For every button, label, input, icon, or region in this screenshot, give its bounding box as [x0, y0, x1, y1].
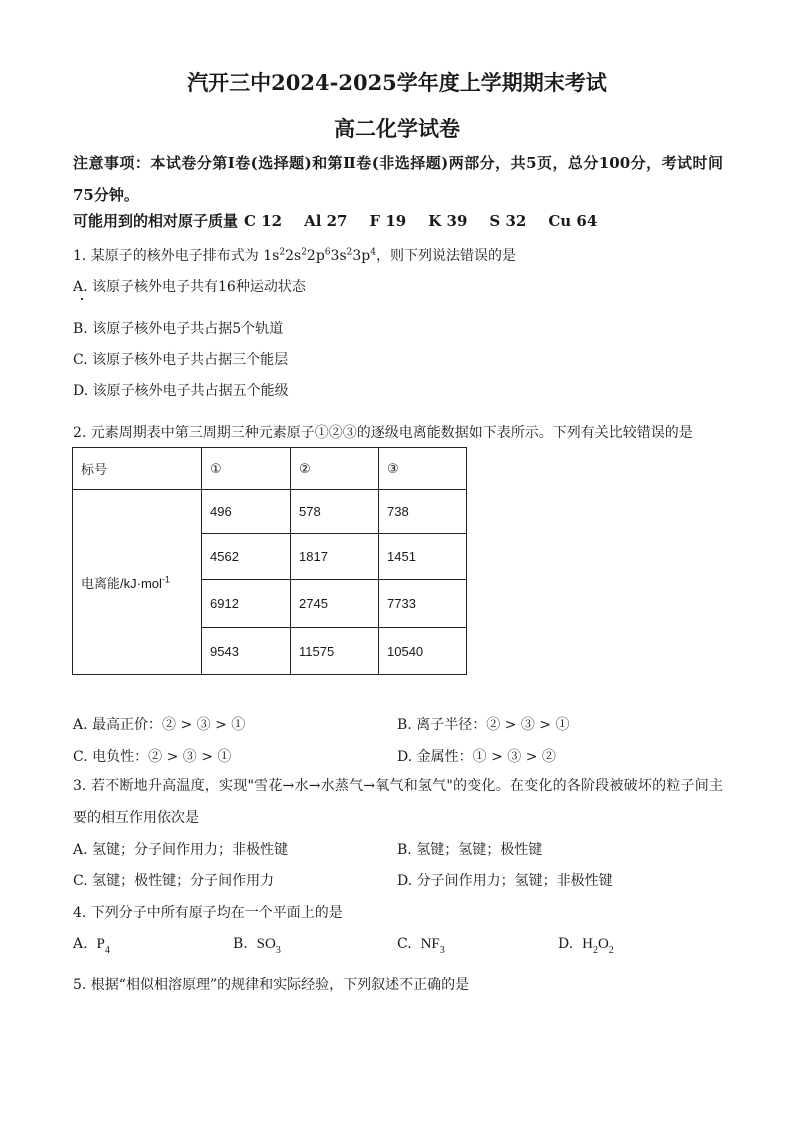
- table-header-cell: ③: [379, 448, 467, 490]
- question-5-stem: 5. 根据“相似相溶原理”的规律和实际经验，下列叙述不正确的是: [73, 977, 470, 993]
- q1-option-b[interactable]: B. 该原子核外电子共占据5个轨道: [73, 321, 284, 337]
- table-header-row: [73, 448, 467, 490]
- q1-option-c[interactable]: C. 该原子核外电子共占据三个能层: [73, 352, 289, 368]
- table-row-label: 电离能/kJ·mol$^{-1}$: [73, 490, 202, 675]
- question-4-stem: 4. 下列分子中所有原子均在一个平面上的是: [73, 905, 343, 921]
- table-header-cell: ①: [202, 448, 291, 490]
- q2-option-b[interactable]: B. 离子半径：② > ③ > ①: [397, 717, 570, 733]
- mass-item: K 39: [428, 212, 468, 230]
- mass-item: F 19: [369, 212, 407, 230]
- q1-stem-prefix: 1. 某原子的核外电子排布式为: [73, 248, 264, 264]
- question-1-stem: [73, 245, 516, 265]
- q3-option-c[interactable]: C. 氢键；极性键；分子间作用力: [73, 873, 275, 889]
- exam-title: 汽开三中2024-2025学年度上学期期末考试: [187, 70, 607, 95]
- mass-item: Cu 64: [548, 212, 598, 230]
- table-cell: 4562: [202, 534, 291, 580]
- mass-item: Al 27: [304, 212, 348, 230]
- mass-item: S 32: [489, 212, 527, 230]
- atomic-masses-label: 可能用到的相对原子质量: [73, 212, 239, 230]
- table-row: [73, 490, 467, 534]
- q3-option-b[interactable]: B. 氢键；氢键；极性键: [397, 842, 543, 858]
- table-cell: 2745: [291, 580, 379, 628]
- stray-dot: [81, 298, 83, 300]
- table-cell: 9543: [202, 628, 291, 675]
- question-3-stem: 3. 若不断地升高温度，实现"雪花→水→水蒸气→氧气和氢气"的变化。在变化的各阶段被破坏的粒子间主要的相互作用依次是: [73, 778, 723, 826]
- q3-option-d[interactable]: D. 分子间作用力；氢键；非极性键: [397, 873, 613, 889]
- q1-stem-suffix: ，则下列说法错误的是: [375, 248, 516, 264]
- table-cell: 11575: [291, 628, 379, 675]
- table-cell: 1451: [379, 534, 467, 580]
- q4-option-a[interactable]: A. $P_4$: [73, 936, 110, 956]
- table-header-cell: ②: [291, 448, 379, 490]
- q4-option-b[interactable]: B. $SO_3$: [233, 936, 281, 956]
- atomic-masses: [73, 210, 619, 231]
- q3-option-a[interactable]: A. 氢键；分子间作用力；非极性键: [73, 842, 289, 858]
- table-cell: 496: [202, 490, 291, 534]
- table-cell: 10540: [379, 628, 467, 675]
- ionization-energy-table: [72, 447, 467, 675]
- exam-notice: 注意事项：本试卷分第Ⅰ卷(选择题)和第Ⅱ卷(非选择题)两部分，共5页，总分100分，考试时间75分钟。: [73, 154, 723, 204]
- electron-configuration: $1s^22s^22p^63s^23p^4$: [263, 247, 376, 264]
- table-cell: 6912: [202, 580, 291, 628]
- mass-item: C 12: [244, 212, 283, 230]
- table-cell: 738: [379, 490, 467, 534]
- q1-option-a[interactable]: A. 该原子核外电子共有16种运动状态: [73, 279, 306, 295]
- q4-option-d[interactable]: D. $H_2O_2$: [558, 936, 614, 956]
- q4-option-c[interactable]: C. $NF_3$: [397, 936, 445, 956]
- exam-subtitle: 高二化学试卷: [334, 116, 460, 141]
- q2-option-a[interactable]: A. 最高正价：② > ③ > ①: [73, 717, 246, 733]
- table-header-cell: 标号: [73, 448, 202, 490]
- question-2-stem: 2. 元素周期表中第三周期三种元素原子①②③的逐级电离能数据如下表所示。下列有关比较错误的是: [73, 425, 693, 441]
- table-cell: 1817: [291, 534, 379, 580]
- table-cell: 7733: [379, 580, 467, 628]
- q2-option-d[interactable]: D. 金属性：① > ③ > ②: [397, 749, 556, 765]
- table-cell: 578: [291, 490, 379, 534]
- q1-option-d[interactable]: D. 该原子核外电子共占据五个能级: [73, 383, 289, 399]
- q2-option-c[interactable]: C. 电负性：② > ③ > ①: [73, 749, 232, 765]
